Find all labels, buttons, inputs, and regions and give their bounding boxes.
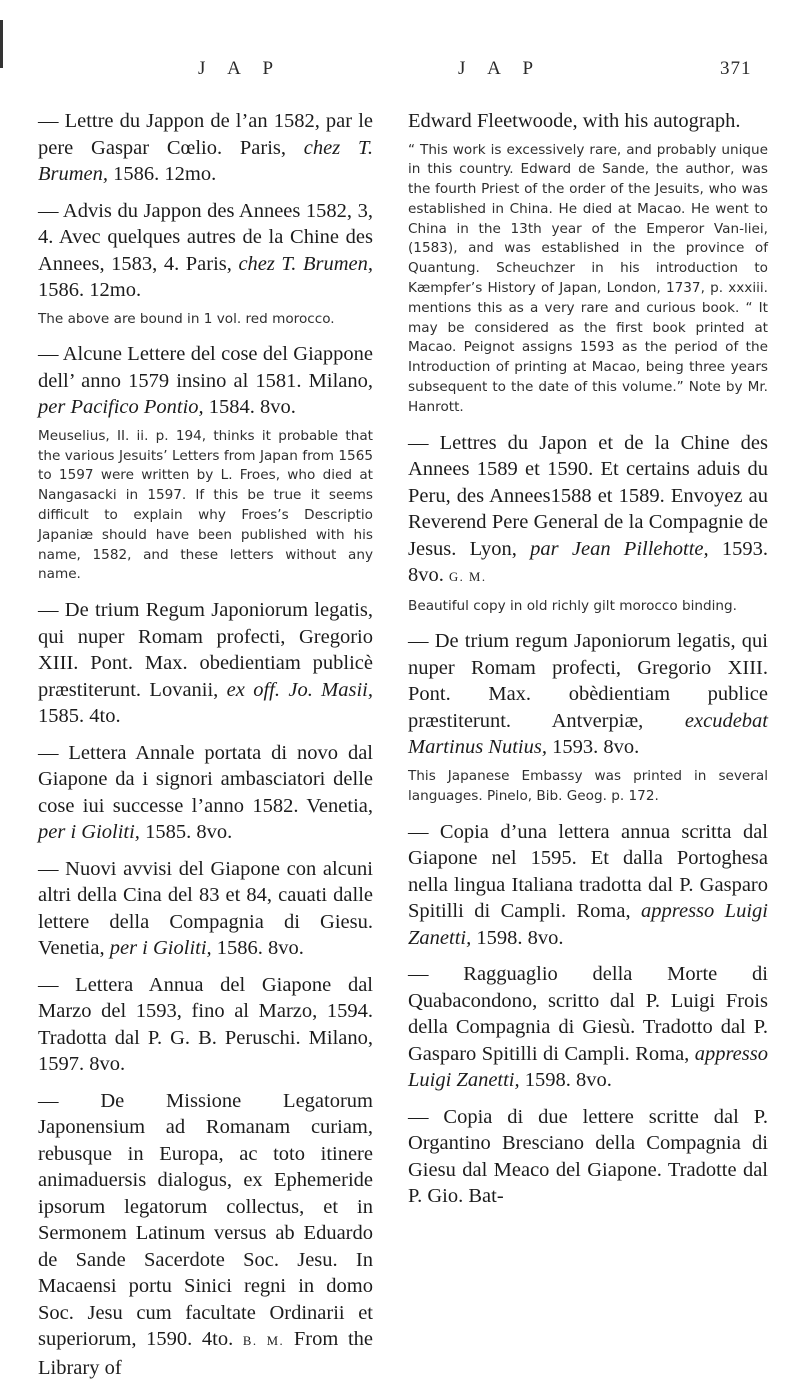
right-column [408, 108, 768, 1220]
bibliography-entry [38, 740, 373, 846]
text-run: — Lettres du Japon et de la Chine des Annees 1589 et 1590. Et certains aduis du Peru, des Annees1588 et 1589. Envoyez au Reverend Pere General de la Compagnie de Jesus. Lyon, [408, 431, 768, 560]
bibliographic-note: Meuselius, II. ii. p. 194, thinks it probable that the various Jesuits’ Letters from Japan from 1565 to 1597 were written by L. Froes, who died at Nangasacki in 1597. If this be true it seems difficult to explain why Froes’s Descriptio Japaniæ should have been published with his name, 1582, and these letters without any name. [38, 427, 373, 583]
text-run: — Alcune Lettere del cose del Giappone dell’ anno 1579 insino al 1581. Milano, [38, 343, 373, 392]
italic-run: per Pacifico Pontio, [38, 396, 204, 419]
bibliography-entry [408, 961, 768, 1094]
library-mark: G. M. [449, 570, 487, 585]
text-run: 1598. 8vo. [519, 1069, 612, 1092]
text-run: 1593. 8vo. [408, 537, 769, 587]
text-run: — Lettera Annale portata di novo dal Giapone da i signori ambasciatori delle cose iui successe l’anno 1582. Venetia, [38, 741, 373, 817]
bibliography-entry [38, 198, 373, 304]
bibliography-entry [38, 972, 373, 1078]
bibliography-entry [408, 108, 768, 135]
bibliographic-note: The above are bound in 1 vol. red morocco. [38, 310, 335, 327]
italic-run: appresso Luigi Zanetti, [408, 1042, 768, 1092]
bibliographic-note: “ This work is excessively rare, and probably unique in this country. Edward de Sande, the author, was the fourth Priest of the order of the Jesuits, who was established in China. He died at Macao. He went to China in the 13th year of the Emperor Van-liei, (1583), and was established in the province of Quantung. Scheuchzer in his introduction to Kæmpfer’s History of Japan, London, 1737, p. xxxiii. mentions this as a very rare and curious book. “ It may be considered as the first book printed at Macao. Peignot assigns 1593 as the period of the Introduction of printing at Macao, being three years subsequent to the date of this volume.” Note by Mr. Hanrott. [408, 141, 768, 415]
text-run: — Copia di due lettere scritte dal P. Organtino Bresciano della Compagnia di Giesu dal Meaco del Giapone. Tradotte dal P. Gio. Bat- [408, 1105, 768, 1208]
text-run: Edward Fleetwoode, with his autograph. [408, 110, 741, 132]
page-number: 371 [720, 58, 752, 79]
italic-run: par Jean Pillehotte, [530, 537, 709, 560]
text-run: — De trium Regum Japoniorum legatis, qui nuper Romam profecti, Gregorio XIII. Pont. Max. obedientiam publicè præstiterunt. Lovanii, [38, 599, 373, 701]
bibliographic-note: This Japanese Embassy was printed in several languages. Pinelo, Bib. Geog. p. 172. [408, 767, 768, 804]
text-run: — Copia d’una lettera annua scritta dal Giapone nel 1595. Et dalla Portoghesa nella lingua Italiana tradotta dal P. Gasparo Spitilli di Campli. Roma, [408, 820, 768, 923]
text-run: — Lettre du Jappon de l’an 1582, par le pere Gaspar Cœlio. Paris, [38, 110, 373, 159]
bibliography-entry [38, 1088, 373, 1382]
text-run: 1584. 8vo. [203, 396, 296, 419]
text-run: 1598. 8vo. [471, 926, 564, 949]
text-run: — Advis du Jappon des Annees 1582, 3, 4. Avec quelques autres de la Chine des Annees, 1583, 4. Paris, [38, 199, 373, 275]
text-run: 1586. 8vo. [211, 937, 304, 960]
text-run: — De Missione Legatorum Japonensium ad Romanam curiam, rebusque in Europa, ac toto itinere animaduersis dialogus, ex Ephemeride ipsorum legatorum collectus, et in Sermonem Latinum versus ab Eduardo de Sande Sacerdote Soc. Jesu. In Macaensi portu Sinici regni in domo Soc. Jesu cum facultate Ordinarii et superiorum, 1590. 4to. [38, 1089, 373, 1351]
text-run: — Ragguaglio della Morte di Quabacondono, scritto dal P. Luigi Frois della Compagnia di Giesù. Tradotto dal P. Gasparo Spitilli di Campli. Roma, [408, 963, 768, 1065]
text-run: 1585. 8vo. [139, 821, 233, 844]
text-run: — Nuovi avvisi del Giapone con alcuni altri della Cina del 83 et 84, cauati dalle lettere della Compagnia di Giesu. Venetia, [38, 857, 373, 960]
italic-run: per i Gioliti, [109, 937, 212, 960]
library-mark: B. M. [242, 1334, 285, 1349]
bibliography-entry [38, 856, 373, 962]
bibliography-entry [408, 819, 768, 952]
text-run: From the Library of [38, 1328, 374, 1379]
italic-run: ex off. Jo. Masii, [226, 678, 373, 701]
italic-run: excudebat Martinus Nutius, [408, 709, 768, 759]
bibliography-entry [38, 597, 373, 730]
left-column [38, 108, 373, 1391]
text-run: — Lettera Annua del Giapone dal Marzo del 1593, fino al Marzo, 1594. Tradotta dal P. G. B. Peruschi. Milano, 1597. 8vo. [38, 973, 373, 1076]
bibliography-entry [408, 628, 768, 761]
text-run: 1586. 12mo. [108, 163, 217, 185]
italic-run: per i Gioliti, [38, 821, 140, 844]
text-run: 1593. 8vo. [546, 736, 640, 759]
text-run: — De trium regum Japoniorum legatis, qui nuper Romam profecti, Gregorio XIII. Pont. Max. obèdientiam publice præstiterunt. Antverpiæ, [408, 630, 768, 732]
italic-run: chez T. Brumen, [38, 136, 373, 185]
running-header [40, 58, 770, 88]
italic-run: appresso Luigi Zanetti, [408, 900, 768, 949]
text-run: 1586. 12mo. [38, 279, 142, 301]
bibliography-entry [408, 430, 768, 591]
bibliography-entry [38, 108, 373, 188]
bibliography-entry [408, 1104, 768, 1210]
bibliographic-note: Beautiful copy in old richly gilt morocco binding. [408, 597, 737, 614]
header-right-guideword: J A P [458, 58, 543, 79]
page-edge-mark [0, 20, 3, 68]
header-left-guideword: J A P [198, 58, 283, 79]
italic-run: chez T. Brumen, [238, 252, 373, 275]
text-run: 1585. 4to. [38, 705, 121, 728]
bibliography-entry [38, 341, 373, 421]
